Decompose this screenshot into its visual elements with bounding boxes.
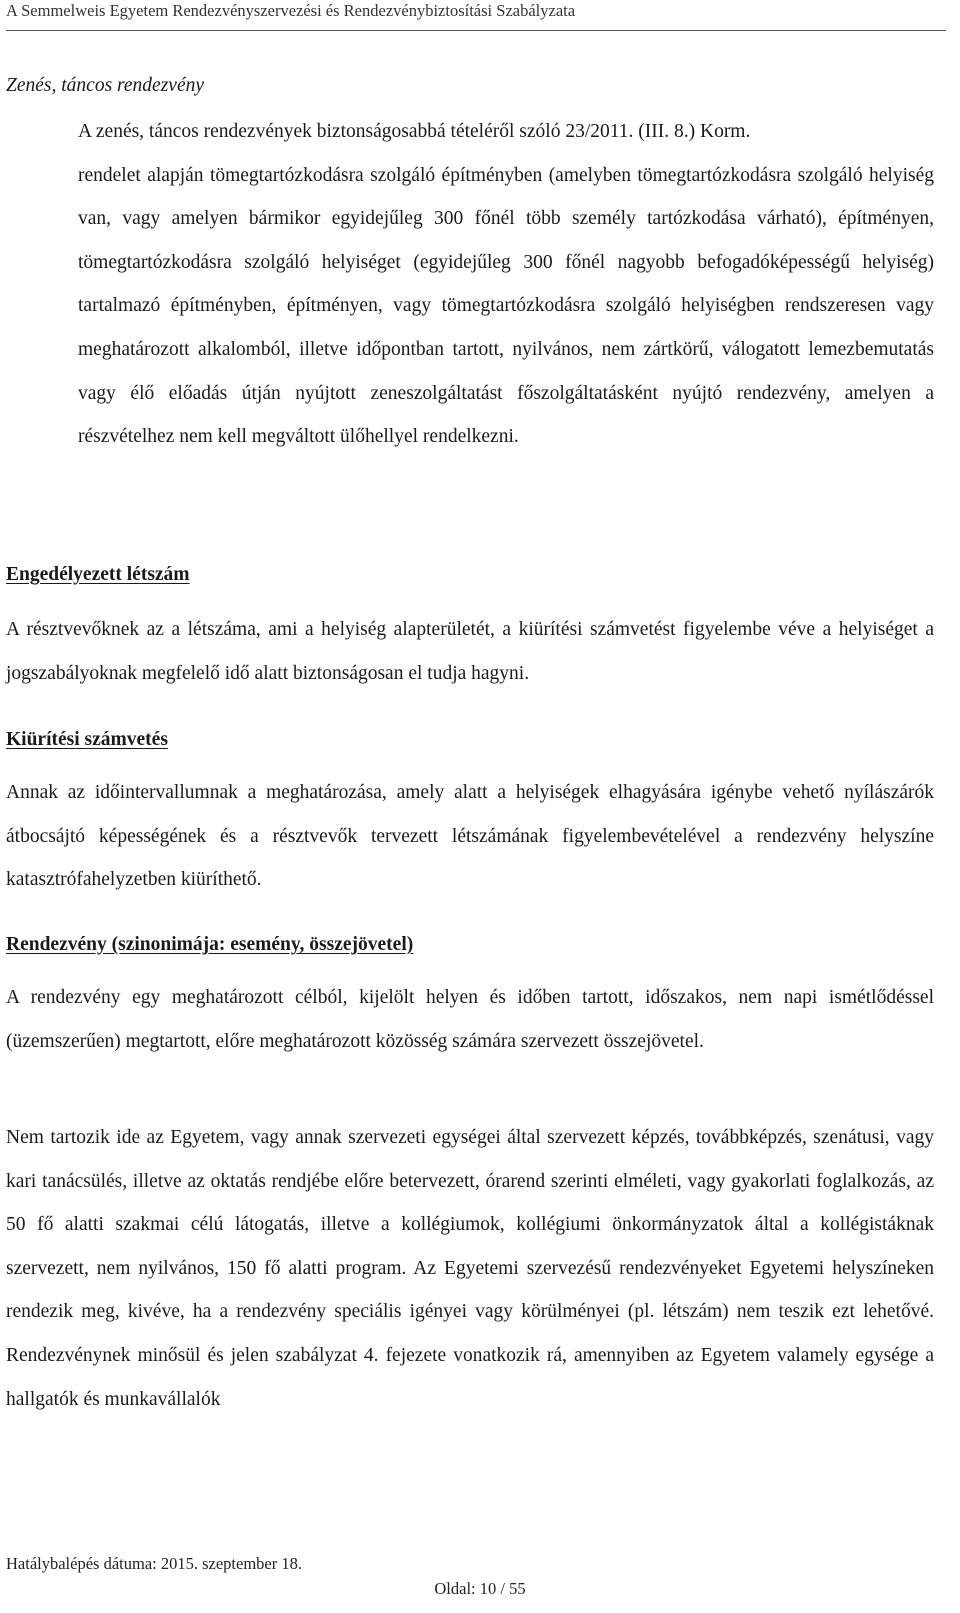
kiuritesi-heading: Kiürítési számvetés bbox=[6, 729, 168, 750]
rendezveny-heading: Rendezvény (szinonimája: esemény, összejövetel) bbox=[6, 934, 414, 955]
effective-date: Hatálybalépés dátuma: 2015. szeptember 18. bbox=[6, 1554, 302, 1573]
kiuritesi-paragraph: Annak az időintervallumnak a meghatározása, amely alatt a helyiségek elhagyására igénybe vehető nyílászárók átbocsájtó képességének és a résztvevők tervezett létszámának figyelembevételével a rendezvény helyszíne katasztrófahelyzetben kiüríthető. bbox=[6, 782, 934, 891]
page-number: Oldal: 10 / 55 bbox=[434, 1579, 526, 1598]
rendezveny-paragraph-1: A rendezvény egy meghatározott célból, kijelölt helyen és időben tartott, időszakos, nem napi ismétlődéssel (üzemszerűen) megtartott, előre meghatározott közösség számára szervezett összejövetel. bbox=[6, 987, 934, 1052]
engedelyezett-paragraph: A résztvevőknek az a létszáma, ami a helyiség alapterületét, a kiürítési számvetést figyelembe véve a helyiséget a jogszabályoknak megfelelő idő alatt biztonságosan el tudja hagyni. bbox=[6, 619, 934, 684]
engedelyezett-heading: Engedélyezett létszám bbox=[6, 564, 190, 585]
zenes-first-line: A zenés, táncos rendezvények biztonságosabbá tételéről szóló 23/2011. (III. 8.) Korm. bbox=[78, 121, 751, 142]
document-header: A Semmelweis Egyetem Rendezvényszervezési és Rendezvénybiztosítási Szabályzata bbox=[6, 1, 576, 20]
rendezveny-paragraph-2: Nem tartozik ide az Egyetem, vagy annak szervezeti egységei által szervezett képzés, továbbképzés, szenátusi, vagy kari tanácsülés, illetve az oktatás rendjébe előre betervezett, órarend szerinti elméleti, vagy gyakorlati foglalkozás, az 50 fő alatti szakmai célú látogatás, illetve a kollégiumok, kollégiumi önkormányzatok által a kollégistáknak szervezett, nem nyilvános, 150 fő alatti program. Az Egyetemi szervezésű rendezvényeket Egyetemi helyszíneken rendezik meg, kivéve, ha a rendezvény speciális igényei vagy körülményei (pl. létszám) nem teszik ezt lehetővé. Rendezvénynek minősül és jelen szabályzat 4. fejezete vonatkozik rá, amennyiben az Egyetem valamely egysége a hallgatók és munkavállalók bbox=[6, 1127, 934, 1410]
header-divider bbox=[6, 30, 946, 31]
zenes-paragraph bbox=[78, 110, 934, 459]
zenes-heading: Zenés, táncos rendezvény bbox=[6, 75, 205, 96]
zenes-text: rendelet alapján tömegtartózkodásra szolgáló építményben (amelyben tömegtartózkodásra szolgáló helyiség van, vagy amelyen bármikor egyidejűleg 300 főnél több személy tartózkodása várható), építményen, tömegtartózkodásra szolgáló helyiséget (egyidejűleg 300 főnél nagyobb befogadóképességű helyiség) tartalmazó építményben, építményen, vagy tömegtartózkodásra szolgáló helyiségben rendszeresen vagy meghatározott alkalomból, illetve időpontban tartott, nyilvános, nem zártkörű, válogatott lemezbemutatás vagy élő előadás útján nyújtott zeneszolgáltatást főszolgáltatásként nyújtó rendezvény, amelyen a részvételhez nem kell megváltott ülőhellyel rendelkezni. bbox=[78, 164, 934, 448]
